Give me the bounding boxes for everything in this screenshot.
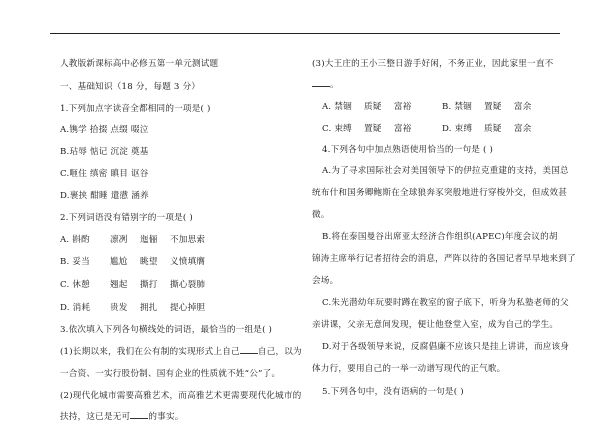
q2-option-c-w3: 撕打 — [140, 280, 158, 290]
q3-stem: 3.依次填入下列各句横线处的词语，最恰当的一组是( ) — [60, 325, 273, 335]
q2-option-a-w2: 凛冽 — [110, 235, 128, 245]
q4-stem: 4.下列各句中加点熟语使用恰当的一句是 ( ) — [322, 145, 494, 155]
q1-option-d: D.裹挟 酣睡 遣懑 涵养 — [60, 191, 149, 201]
q1-option-b: B.玷辱 惦记 沉淀 奠基 — [60, 147, 149, 157]
q3-option-d-w2: 质疑 — [484, 124, 502, 134]
q3-option-d-w1: D. 束缚 — [442, 124, 473, 134]
q2-option-a-w1: A. 斟酌 — [60, 235, 90, 245]
q2-option-a-w4: 不加思索 — [170, 235, 206, 245]
q3-s2-part2: 的事实。 — [148, 412, 184, 422]
q1-stem: 1.下列加点字读音全都相同的一项是( ) — [60, 104, 211, 114]
q4-option-c-line1: C.朱光潜幼年玩要时蹲在教室的窗子底下，听身为私塾老师的父 — [322, 298, 569, 308]
q3-option-b-w3: 富余 — [514, 102, 532, 112]
q3-sentence2-line1: (2)现代化城市需要高雅艺术，而高雅艺术更需要现代化城市的 — [60, 391, 302, 401]
q2-option-b-w3: 眺望 — [140, 257, 158, 267]
q3-sentence3-line1: (3)大王庄的王小三整日游手好闲，不务正业，因此家里一直不 — [312, 59, 554, 69]
q2-option-b-w1: B. 妥当 — [60, 257, 90, 267]
q3-option-b-w2: 置疑 — [484, 102, 502, 112]
q3-option-c-w2: 置疑 — [364, 124, 382, 134]
q2-option-b-w4: 义愤填膺 — [170, 257, 206, 267]
q4-option-b-line1: B.将在泰国曼谷出席亚太经济合作组织(APEC)年度会议的胡 — [322, 232, 558, 242]
q3-option-c-w3: 富裕 — [394, 124, 412, 134]
q3-option-a-w3: 富裕 — [394, 102, 412, 112]
q1-option-a: A.镌学 拾掇 点缀 啜泣 — [60, 125, 149, 135]
q3-option-a-w2: 质疑 — [364, 102, 382, 112]
q4-option-a-line2: 统布什和国务卿鲍斯在全球狼奔豕突般地进行穿梭外交，但成效甚 — [312, 188, 568, 198]
q2-option-d-w3: 拥扎 — [140, 303, 158, 313]
q4-option-d-line1: D.对于各级领导来说，反腐倡廉不应该只是挂上讲讲，而应该身 — [322, 342, 570, 352]
answer-blank — [240, 345, 258, 354]
q2-option-c-w2: 翘起 — [110, 280, 128, 290]
q4-option-b-line2: 锦涛主席举行记者招待会的消息，严阵以待的各国记者早早地来到了 — [312, 254, 576, 264]
q3-s2-part1: 扶持，这已是无可 — [60, 412, 131, 422]
q3-option-c-w1: C. 束缚 — [322, 124, 352, 134]
q2-option-c-w1: C. 休憩 — [60, 280, 90, 290]
answer-blank — [130, 410, 148, 419]
q3-sentence1-line1 — [60, 345, 302, 357]
q4-option-a-line3: 微。 — [312, 210, 330, 220]
q4-option-b-line3: 会场。 — [312, 276, 339, 286]
q3-sentence1-line2: 一合资、一实行股份制、国有企业的性质就不姓“公”了。 — [60, 369, 281, 379]
q3-option-a-w1: A. 禁锢 — [322, 102, 352, 112]
q2-option-a-w3: 迤俪 — [140, 235, 158, 245]
q2-option-d-w4: 提心掉胆 — [170, 303, 206, 313]
q3-s1-part1: (1)长期以来，我们在公有制的实现形式上自己 — [60, 347, 240, 357]
q5-stem: 5.下列各句中，没有语病的一句是( ) — [322, 387, 464, 397]
q3-s3-end: 。 — [330, 80, 339, 90]
q2-option-b-w2: 尴尬 — [110, 257, 128, 267]
q4-option-d-line2: 体力行，要用自己的一举一动谱写现代的正气歌。 — [312, 364, 506, 374]
q3-sentence3-line2 — [312, 78, 339, 90]
q2-option-c-w4: 撕心裂肺 — [170, 280, 206, 290]
top-rule — [50, 33, 560, 34]
q4-option-c-line2: 亲讲课，父亲无意间发现，便让他登堂入室，成为自己的学生。 — [312, 320, 559, 330]
section-heading: 一、基础知识（18 分，每题 3 分） — [60, 82, 201, 92]
q4-option-a-line1: A.为了寻求国际社会对美国领导下的伊拉克重建的支持，美国总 — [322, 166, 569, 176]
q3-option-d-w3: 富余 — [514, 124, 532, 134]
q3-option-b-w1: B. 禁锢 — [442, 102, 472, 112]
q2-option-d-w1: D. 消耗 — [60, 303, 91, 313]
exam-title: 人教版新课标高中必修五第一单元测试题 — [60, 59, 219, 69]
q3-sentence2-line2 — [60, 410, 184, 422]
q2-stem: 2.下列词语没有错别字的一项是( ) — [60, 213, 193, 223]
q3-s1-part2: 自己，以为 — [257, 347, 302, 357]
q1-option-c: C.咂住 缜密 瞋目 讴谷 — [60, 169, 149, 179]
q2-option-d-w2: 贵发 — [110, 303, 128, 313]
answer-blank — [312, 78, 330, 87]
